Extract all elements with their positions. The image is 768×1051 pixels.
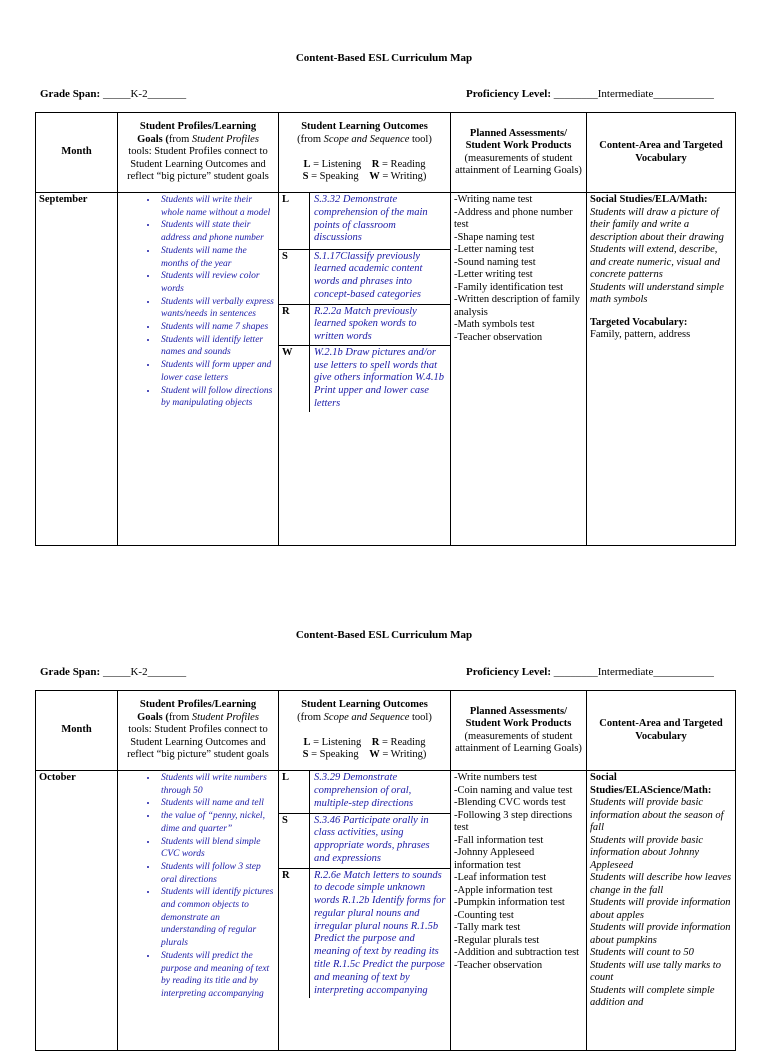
outcome-row-speaking — [279, 249, 450, 304]
content-header: Content-Area and Targeted Vocabulary — [587, 691, 736, 771]
outcome-row-speaking — [279, 813, 450, 868]
assessment-item: -Family identification test — [454, 281, 564, 293]
outcome-text: S.3.29 Demonstrate comprehension of oral, multiple-step directions — [314, 772, 414, 809]
assessment-item: -Pumpkin information test — [454, 897, 565, 908]
outcome-row-writing — [279, 345, 450, 411]
assessment-item: -Letter naming test — [454, 244, 534, 255]
content-item: Students will provide basic information about Johnny Appleseed — [590, 834, 704, 871]
assessment-item: -Address and phone number test — [454, 206, 573, 230]
assessment-item: -Writing name test — [454, 194, 533, 205]
content-item: Students will extend, describe, and create numeric, visual and concrete patterns — [590, 244, 720, 280]
goal-item: • Students will name 7 shapes — [158, 321, 275, 334]
assessment-item: -Following 3 step directions test — [454, 809, 573, 833]
page-title: Content-Based ESL Curriculum Map — [295, 52, 473, 64]
header-row — [36, 691, 736, 771]
outcome-row-reading — [279, 868, 450, 998]
goal-item: • Students will follow 3 step oral directions — [158, 861, 275, 886]
month-row — [36, 771, 736, 1051]
assessment-item: -Fall information test — [454, 834, 544, 846]
outcomes-header: Student Learning Outcomes (from Scope and Sequence tool) L = Listening R = Reading S = Speaking W = Writing) — [279, 113, 451, 193]
goal-item: • Students will blend simple CVC words — [158, 836, 275, 861]
outcome-text: R.2.2a Match previously learned spoken words to written words — [310, 304, 451, 345]
curriculum-table — [35, 690, 736, 1051]
proficiency-level — [466, 666, 714, 678]
month-header: Month — [36, 691, 118, 771]
outcomes-header: Student Learning Outcomes (from Scope and Sequence tool) L = Listening R = Reading S = Speaking W = Writing) — [279, 691, 451, 771]
header-row — [36, 113, 736, 193]
skill-letter: S — [279, 249, 310, 304]
assessments-cell — [451, 771, 587, 1051]
grade-span-label: Grade Span: — [40, 88, 101, 100]
grade-span-value: _____K-2_______ — [102, 666, 187, 678]
grade-span — [40, 666, 186, 678]
content-item: Students will understand simple math symbols — [590, 281, 724, 305]
proficiency-level — [466, 88, 714, 100]
outcome-text: W.2.1b Draw pictures and/or use letters to spell words that give others information W.4.1b Print upper and lower case letters — [310, 345, 451, 411]
skill-letter: L — [279, 193, 310, 249]
outcomes-grid — [279, 193, 450, 412]
profiles-header: Student Profiles/Learning Goals (from Student Profiles tools: Student Profiles connect to Student Learning Outcomes and reflect “big picture” student goals — [118, 691, 279, 771]
assessment-item: -Blending CVC words test — [454, 797, 566, 808]
assessments-header: Planned Assessments/ Student Work Products (measurements of student attainment of Learning Goals) — [451, 691, 587, 771]
goal-item: • Students will predict the purpose and meaning of text by reading its title and by interpreting accompanying — [158, 950, 275, 1001]
goals-cell — [118, 193, 279, 546]
assessment-item: -Apple information test — [454, 884, 553, 896]
content-subject: Social Studies/ELA/Math: — [590, 194, 708, 205]
assessments-cell — [451, 193, 587, 546]
goal-item: • Students will name the months of the year — [158, 245, 275, 270]
assessments-header: Planned Assessments/ Student Work Products (measurements of student attainment of Learning Goals) — [451, 113, 587, 193]
assessment-item: -Tally mark test — [454, 922, 521, 933]
outcomes-grid — [279, 771, 450, 998]
content-subject: Social Studies/ELAScience/Math: — [590, 772, 712, 796]
assessment-item: -Johnny Appleseed information test — [454, 847, 535, 871]
content-cell — [587, 771, 736, 1051]
content-item: Students will provide basic information about the season of fall — [590, 797, 724, 833]
assessment-item: -Counting test — [454, 909, 514, 921]
outcomes-cell — [279, 771, 451, 1051]
skill-letter: R — [279, 868, 310, 998]
assessment-item: -Regular plurals test — [454, 934, 540, 946]
assessment-item: -Letter writing test — [454, 269, 533, 280]
vocab-label: Targeted Vocabulary: — [590, 316, 688, 328]
goals-list — [121, 772, 275, 1001]
outcome-text: S.1.17Classify previously learned academic content words and phrases into concept-based categories — [310, 249, 451, 304]
content-header: Content-Area and Targeted Vocabulary — [587, 113, 736, 193]
assessment-item: -Addition and subtraction test — [454, 947, 580, 958]
skill-letter: W — [279, 345, 310, 411]
proficiency-value: ________Intermediate___________ — [553, 88, 714, 100]
goals-cell — [118, 771, 279, 1051]
goal-item: • Students will name and tell — [158, 797, 275, 810]
assessment-item: -Teacher observation — [454, 959, 543, 971]
proficiency-label: Proficiency Level: — [466, 88, 552, 100]
assessment-item: -Teacher observation — [454, 331, 543, 343]
proficiency-label: Proficiency Level: — [466, 666, 552, 678]
content-item: Students will provide information about pumpkins — [590, 922, 731, 946]
assessment-item: -Sound naming test — [454, 256, 536, 268]
goal-item: • Students will identify pictures and common objects to demonstrate an understanding of regular plurals — [158, 886, 275, 950]
content-cell — [587, 193, 736, 546]
assessment-item: -Write numbers test — [454, 772, 537, 783]
assessment-item: -Math symbols test — [454, 319, 535, 330]
goal-item: • Students will review color words — [158, 270, 275, 295]
assessment-item: -Coin naming and value test — [454, 784, 573, 796]
goal-item: • Students will state their address and phone number — [158, 219, 275, 244]
profiles-header: Student Profiles/Learning Goals (from Student Profiles tools: Student Profiles connect to Student Learning Outcomes and reflect “big picture” student goals — [118, 113, 279, 193]
goal-item: • Students will write their whole name without a model — [158, 194, 275, 219]
outcome-row-listening — [279, 771, 450, 813]
outcome-text: R.2.6e Match letters to sounds to decode simple unknown words R.1.2b Identify forms for regular plural nouns and irregular plural nouns R.1.5b Predict the purpose and meaning of text by reading its title R.1.5c Predict the purpose and meaning of text by interpreting accompanying — [310, 868, 451, 998]
outcome-text: S.3.32 Demonstrate comprehension of the main points of classroom discussions — [314, 194, 428, 244]
content-item: Students will draw a picture of their family and write a description about their drawing — [590, 206, 724, 243]
assessment-item: -Leaf information test — [454, 872, 547, 883]
vocab-text: Family, pattern, address — [590, 329, 691, 340]
month-label: October — [36, 771, 118, 1051]
curriculum-table — [35, 112, 736, 546]
goals-list — [121, 194, 275, 410]
content-item: Students will describe how leaves change in the fall — [590, 872, 732, 896]
grade-span — [40, 88, 186, 100]
grade-span-label: Grade Span: — [40, 666, 101, 678]
outcomes-cell — [279, 193, 451, 546]
month-label: September — [36, 193, 118, 546]
assessment-item: -Shape naming test — [454, 231, 535, 243]
outcome-row-reading — [279, 304, 450, 345]
goal-item: • Students will identify letter names and sounds — [158, 334, 275, 359]
skill-letter: L — [279, 771, 310, 813]
goal-item: • the value of “penny, nickel, dime and quarter” — [158, 810, 275, 835]
grade-span-value: _____K-2_______ — [102, 88, 187, 100]
skill-letter: R — [279, 304, 310, 345]
goal-item: • Students will write numbers through 50 — [158, 772, 275, 797]
goal-item: • Students will verbally express wants/needs in sentences — [158, 296, 275, 321]
content-item: Students will use tally marks to count — [590, 959, 721, 983]
proficiency-value: ________Intermediate___________ — [553, 666, 714, 678]
outcome-row-listening — [279, 193, 450, 249]
page-title: Content-Based ESL Curriculum Map — [295, 629, 473, 641]
month-header: Month — [36, 113, 118, 193]
content-item: Students will complete simple addition and — [590, 984, 715, 1008]
month-row — [36, 193, 736, 546]
goal-item: • Student will follow directions by manipulating objects — [158, 385, 275, 410]
content-item: Students will provide information about apples — [590, 897, 731, 921]
outcome-text: S.3.46 Participate orally in class activities, using appropriate words, phrases and expressions — [310, 813, 451, 868]
goal-item: • Students will form upper and lower case letters — [158, 359, 275, 384]
skill-letter: S — [279, 813, 310, 868]
assessment-item: -Written description of family analysis — [454, 294, 580, 318]
content-item: Students will count to 50 — [590, 947, 694, 958]
